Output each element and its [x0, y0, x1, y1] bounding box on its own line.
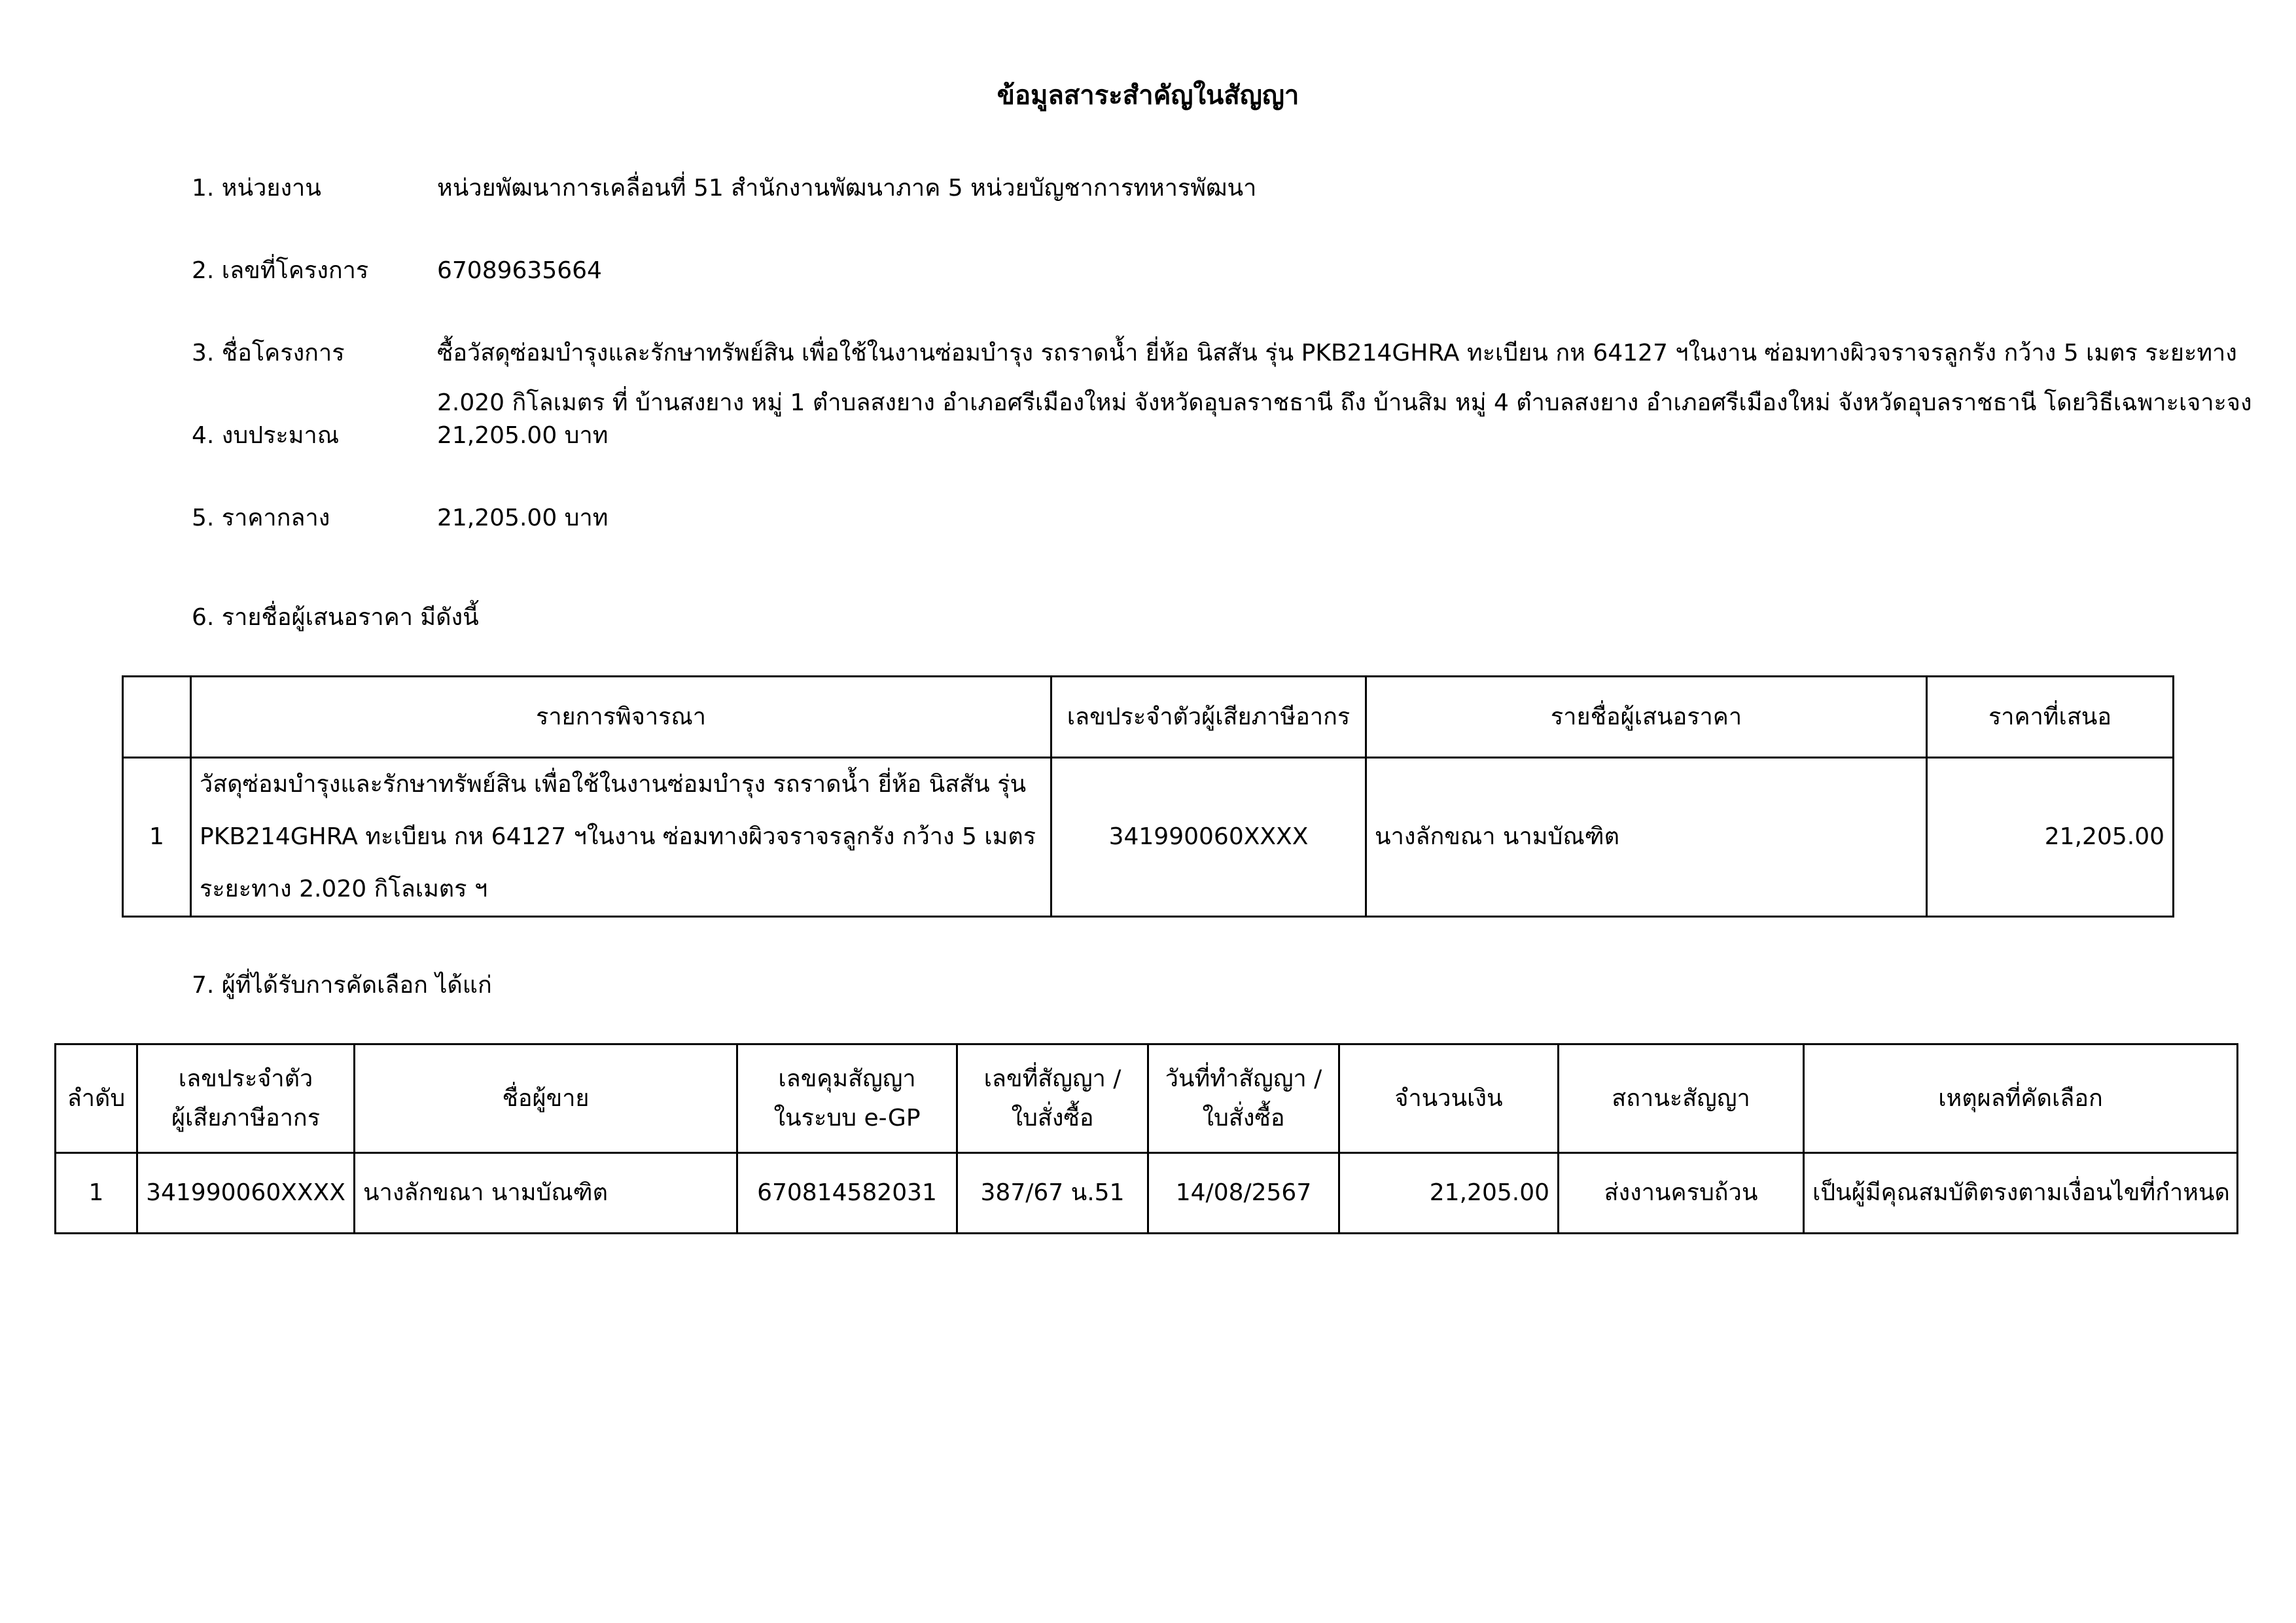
bidder-item-line-2: PKB214GHRA ทะเบียน กห 64127 ฯในงาน ซ่อมทางผิวจราจรลูกรัง กว้าง 5 เมตร [200, 823, 1036, 850]
median-price-value: 21,205.00 บาท [437, 505, 609, 531]
median-price-label: 5. ราคากลาง [192, 505, 330, 531]
selected-header-status: สถานะสัญญา [1559, 1044, 1804, 1153]
bidder-item-description [191, 758, 1051, 917]
selected-header-control-line-2: ในระบบ e-GP [773, 1104, 921, 1132]
selected-header-contract-no [957, 1044, 1148, 1153]
project-number-value: 67089635664 [437, 257, 602, 284]
selected-header-amount: จำนวนเงิน [1339, 1044, 1559, 1153]
selected-reason: เป็นผู้มีคุณสมบัติตรงตามเงื่อนไขที่กำหนด [1804, 1153, 2238, 1234]
selected-table [54, 1043, 2238, 1234]
bidder-row-number: 1 [123, 758, 191, 917]
project-name-line-1: ซื้อวัสดุซ่อมบำรุงและรักษาทรัพย์สิน เพื่อใช้ในงานซ่อมบำรุง รถราดน้ำ ยี่ห้อ นิสสัน รุ่น PKB214GHRA ทะเบียน กห 64127 ฯในงาน ซ่อมทางผิวจราจรลูกรัง กว้าง 5 เมตร ระยะทาง [437, 340, 2237, 366]
budget-label: 4. งบประมาณ [192, 422, 340, 449]
table-row [123, 758, 2174, 917]
project-name-label: 3. ชื่อโครงการ [192, 340, 345, 366]
bidder-tax-id: 341990060XXXX [1051, 758, 1366, 917]
selected-header-row [56, 1044, 2238, 1153]
selected-row-number: 1 [56, 1153, 137, 1234]
selected-header-date-line-1: วันที่ทำสัญญา / [1165, 1065, 1322, 1092]
bidders-table [122, 675, 2174, 918]
bidders-header-tax-id: เลขประจำตัวผู้เสียภาษีอากร [1051, 677, 1366, 758]
agency-label: 1. หน่วยงาน [192, 175, 321, 202]
bidder-name: นางลักขณา นามบัณฑิต [1366, 758, 1927, 917]
selected-heading: 7. ผู้ที่ได้รับการคัดเลือก ได้แก่ [192, 972, 492, 999]
bidders-heading: 6. รายชื่อผู้เสนอราคา มีดังนี้ [192, 604, 479, 631]
bidders-header-price: ราคาที่เสนอ [1927, 677, 2174, 758]
selected-amount: 21,205.00 [1339, 1153, 1559, 1234]
project-number-label: 2. เลขที่โครงการ [192, 257, 369, 284]
selected-header-tax-id-line-2: ผู้เสียภาษีอากร [171, 1104, 321, 1132]
selected-header-tax-id-line-1: เลขประจำตัว [178, 1065, 313, 1092]
selected-seller-name: นางลักขณา นามบัณฑิต [355, 1153, 737, 1234]
bidder-item-line-3: ระยะทาง 2.020 กิโลเมตร ฯ [200, 876, 488, 902]
selected-contract-number: 387/67 น.51 [957, 1153, 1148, 1234]
selected-header-date [1148, 1044, 1339, 1153]
selected-header-control-line-1: เลขคุมสัญญา [778, 1065, 916, 1092]
document-title: ข้อมูลสาระสำคัญในสัญญา [997, 80, 1299, 111]
table-row [56, 1153, 2238, 1234]
bidder-item-line-1: วัสดุซ่อมบำรุงและรักษาทรัพย์สิน เพื่อใช้ในงานซ่อมบำรุง รถราดน้ำ ยี่ห้อ นิสสัน รุ่น [200, 771, 1027, 798]
selected-header-seller: ชื่อผู้ขาย [355, 1044, 737, 1153]
bidders-header-no [123, 677, 191, 758]
bidders-header-bidder: รายชื่อผู้เสนอราคา [1366, 677, 1927, 758]
selected-header-no: ลำดับ [56, 1044, 137, 1153]
bidders-header-row [123, 677, 2174, 758]
selected-status: ส่งงานครบถ้วน [1559, 1153, 1804, 1234]
selected-tax-id: 341990060XXXX [137, 1153, 355, 1234]
budget-value: 21,205.00 บาท [437, 422, 609, 449]
bidders-header-item: รายการพิจารณา [191, 677, 1051, 758]
agency-value: หน่วยพัฒนาการเคลื่อนที่ 51 สำนักงานพัฒนาภาค 5 หน่วยบัญชาการทหารพัฒนา [437, 175, 1257, 202]
selected-header-contract-line-1: เลขที่สัญญา / [983, 1065, 1122, 1092]
selected-header-date-line-2: ใบสั่งซื้อ [1202, 1104, 1285, 1132]
selected-header-reason: เหตุผลที่คัดเลือก [1804, 1044, 2238, 1153]
selected-header-control-no [737, 1044, 957, 1153]
selected-contract-date: 14/08/2567 [1148, 1153, 1339, 1234]
selected-header-contract-line-2: ใบสั่งซื้อ [1011, 1104, 1094, 1132]
selected-header-tax-id [137, 1044, 355, 1153]
bidder-price: 21,205.00 [1927, 758, 2174, 917]
selected-control-number: 670814582031 [737, 1153, 957, 1234]
project-name-line-2: 2.020 กิโลเมตร ที่ บ้านสงยาง หมู่ 1 ตำบลสงยาง อำเภอศรีเมืองใหม่ จังหวัดอุบลราชธานี ถึง บ้านสิม หมู่ 4 ตำบลสงยาง อำเภอศรีเมืองใหม่ จังหวัดอุบลราชธานี โดยวิธีเฉพาะเจาะจง [437, 389, 2252, 416]
